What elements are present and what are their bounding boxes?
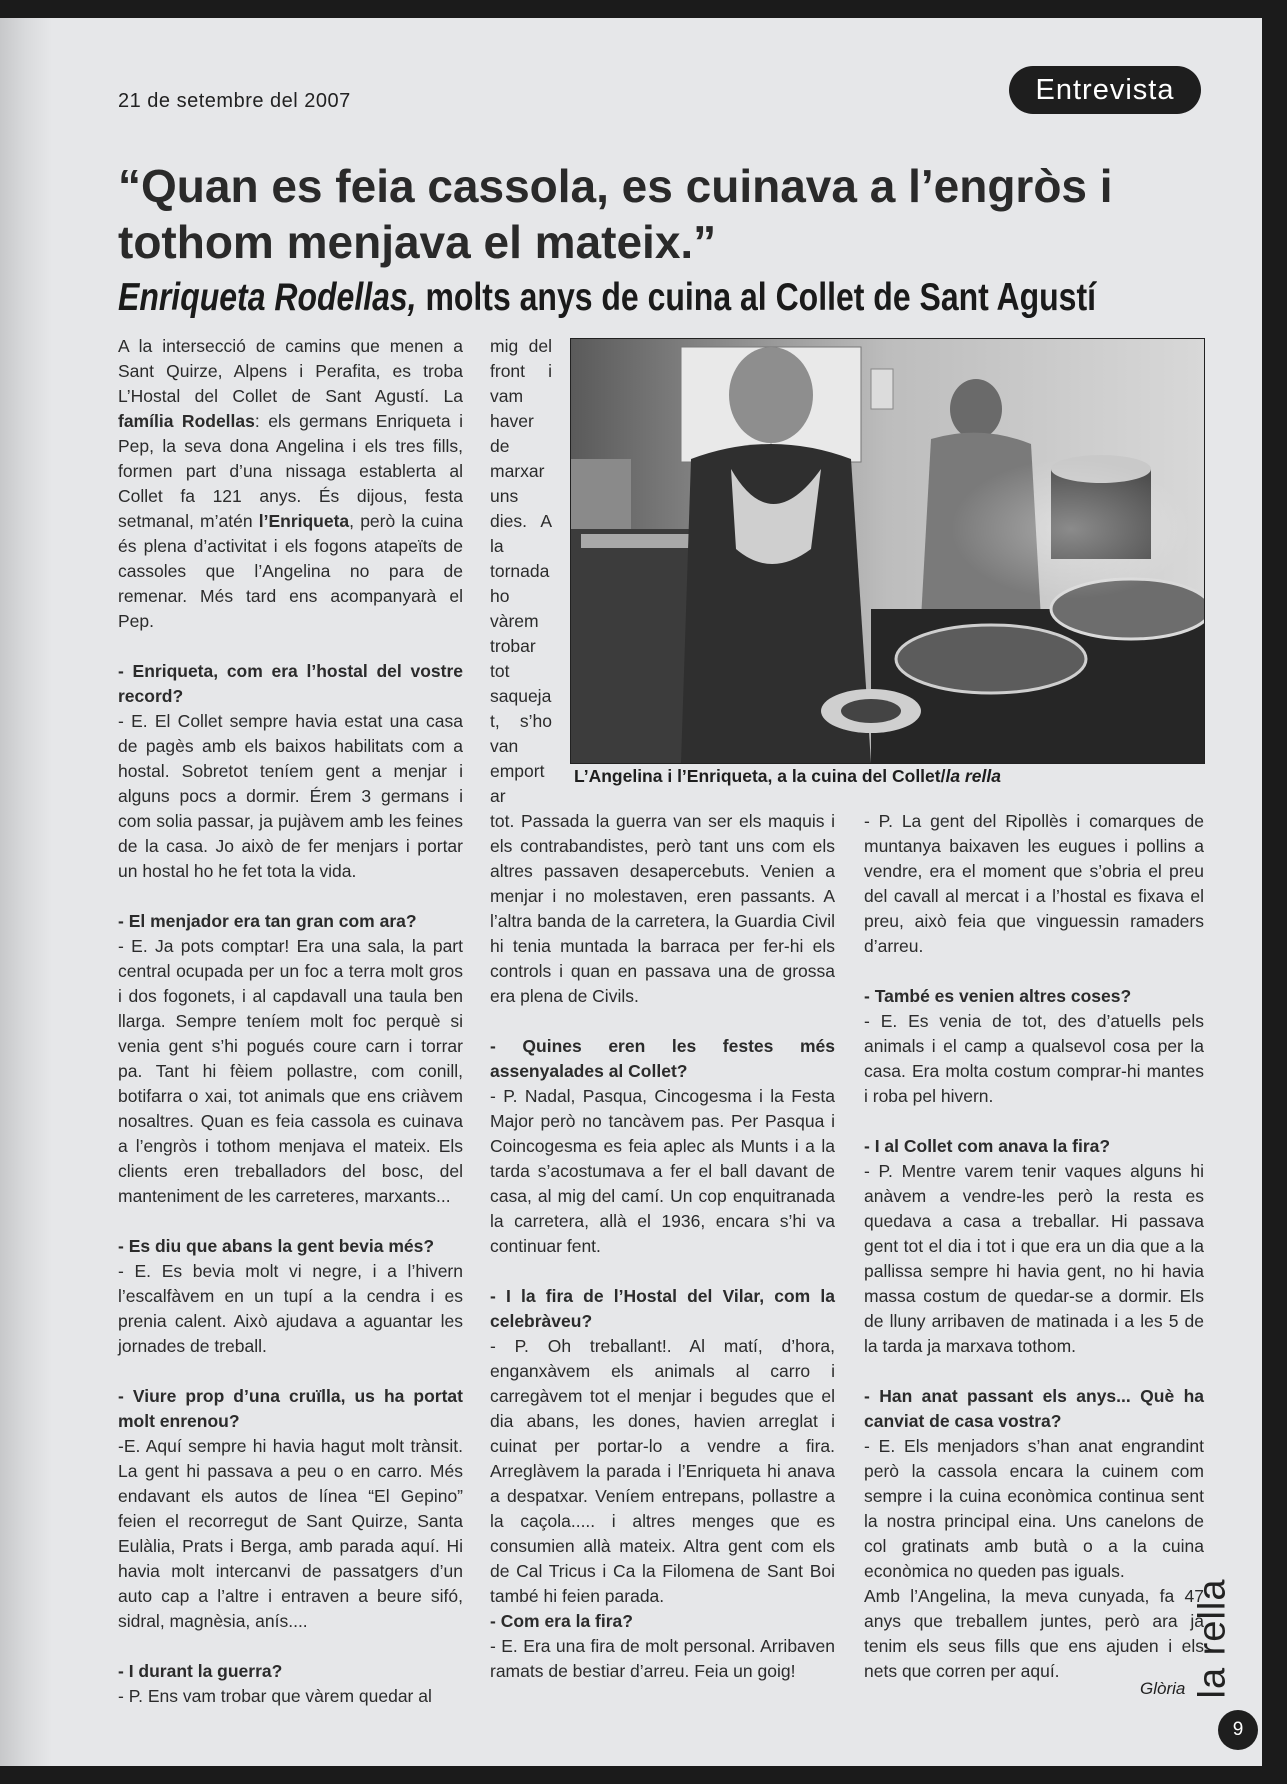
page-gutter [0,18,52,1766]
caption-credit: la rella [945,766,1001,786]
question: - El menjador era tan gran com ara? [118,911,417,931]
answer: - P. Nadal, Pasqua, Cincogesma i la Festa Major però no tancàvem pas. Per Pasqua i Coincogesma es feia aplec als Munts i a la tarda s’acostumava a fer el ball davant de casa, al mig del camí. Un cop enquitranada la carretera, allà el 1936, encara s’hi va continuar fent. [490,1086,835,1256]
answer: - E. Ja pots comptar! Era una sala, la part central ocupada per un foc a terra molt gros i dos fogonets, i al capdavall una taula ben llarga. Sempre teníem molt foc perquè si venia gent s’hi pogués coure carn i torrar pa. Tant hi fèiem pollastre, com conill, botifarra o xai, tot animals que ens criàvem nosaltres. Quan es feia cassola es cuinava a l’engròs i tothom menjava el mateix. Els clients eren treballadors del bosc, del manteniment de les carreteres, marxants... [118,936,463,1206]
question: - Es diu que abans la gent bevia més? [118,1236,435,1256]
article-narrow-column [490,334,552,809]
question: - També es venien altres coses? [864,986,1132,1006]
author-signature: Glòria [1140,1679,1186,1698]
intro-paragraph [118,334,463,634]
question: - Viure prop d’una cruïlla, us ha portat molt enrenou? [118,1386,463,1431]
article-column-3 [864,809,1204,1684]
answer: - E. El Collet sempre havia estat una casa de pagès amb els baixos habilitats com a hostal. Sobretot teníem gent a menjar i alguns pocs a dormir. Érem 3 germans i com solia passar, ja pujàvem amb les feines de la casa. Jo això de fer menjars i portar un hostal ho he fet tota la vida. [118,711,463,881]
question: - Quines eren les festes més assenyalades al Collet? [490,1036,835,1081]
article-column-2 [490,809,835,1684]
article-column-1 [118,334,463,1709]
answer: - P. Oh treballant!. Al matí, d’hora, enganxàvem els animals al carro i carregàvem tot el menjar i begudes que el dia abans, les dones, havien arreglat i cuinat per portar-lo a vendre a fira. Arreglàvem la parada i l’Enriqueta hi anava a despatxar. Veníem entrepans, pollastre a la caçola..... i altres menges que es consumien allà mateix. Altra gent com els de Cal Tricus i Ca la Filomena de Sant Boi també hi feien parada. [490,1336,835,1606]
subhead-rest: molts anys de cuina al Collet de Sant Agustí [416,276,1096,319]
answer: - E. Es bevia molt vi negre, i a l’hivern l’escalfàvem en un tupí a la cendra i es prenia calent. Això ajudava a aguantar les jornades de treball. [118,1261,463,1356]
question: - I durant la guerra? [118,1661,283,1681]
page-number: 9 [1218,1710,1258,1750]
question: - Com era la fira? [490,1611,633,1631]
photo-caption [574,766,1204,787]
closing-paragraph: Amb l’Angelina, la meva cunyada, fa 47 anys que treballem juntes, però ara ja tenim els seus fills que ens ajuden i els nets que corren per aquí. [864,1586,1204,1681]
caption-text: L’Angelina i l’Enriqueta, a la cuina del Collet/ [574,766,946,786]
kitchen-photo-image [571,339,1204,763]
magazine-brand [1178,1578,1248,1698]
intro-text-3: , però la cuina és plena d’activitat i els fogons atapeïts de cassoles que l’Angelina no para de remenar. Més tard ens acompanyarà el Pep. [118,511,464,631]
subheadline [118,276,1096,320]
answer: - P. Ens vam trobar que vàrem quedar al [118,1686,432,1706]
magazine-brand-text: la rella [1191,1578,1234,1698]
answer-continued: mig del front i vam haver de marxar uns dies. A la tornada ho vàrem trobar tot saquejat, s’ho van emportar [490,336,552,806]
question: - I al Collet com anava la fira? [864,1136,1111,1156]
answer: - E. Era una fira de molt personal. Arribaven ramats de bestiar d’arreu. Feia un goig! [490,1636,835,1681]
headline-line-1: “Quan es feia cassola, es cuinava a l’engròs i [118,160,1113,212]
headline-line-2: tothom menjava el mateix.” [118,216,717,268]
section-badge: Entrevista [1009,66,1201,114]
kitchen-photo [570,338,1205,764]
answer-continued: tot. Passada la guerra van ser els maquis i els contrabandistes, però tant uns com els altres passaven desapercebuts. Venien a menjar i no molestaven, eren passants. A l’altra banda de la carretera, la Guardia Civil hi tenia muntada la barraca per fer-hi els controls i quan en passava una de grossa era plena de Civils. [490,811,835,1006]
headline [118,158,1198,270]
issue-date: 21 de setembre del 2007 [118,90,351,112]
answer: - P. Mentre varem tenir vaques alguns hi anàvem a vendre-les però la resta es quedava a casa a treballar. Hi passava gent tot el dia i tot i que era un dia que a la pallissa sempre hi havia gent, no hi havia massa costum de quedar-se a dormir. Els de lluny arribaven de matinada i a les 5 de la tarda ja marxava tothom. [864,1161,1204,1356]
answer: - E. Es venia de tot, des d’atuells pels animals i el camp a qualsevol cosa per la casa. Era molta costum comprar-hi mantes i roba pel hivern. [864,1011,1204,1106]
answer-continued: - P. La gent del Ripollès i comarques de muntanya baixaven les eugues i pollins a vendre, era el moment que s’obria el preu del cavall al mercat i a l’hostal es fixava el preu, això feia que vinguessin ramaders d’arreu. [864,811,1204,956]
intro-text-1: A la intersecció de camins que menen a Sant Quirze, Alpens i Perafita, es troba L’Hostal del Collet de Sant Agustí. La [118,336,463,406]
intro-bold-2: l’Enriqueta [258,511,350,531]
intro-bold-1: família Rodellas [118,411,255,431]
answer: - E. Els menjadors s’han anat engrandint però la cassola encara la cuinem com sempre i la cuina econòmica continua sent la nostra principal eina. Uns canelons de col gratinats amb butà o a la cuina econòmica no queden pas iguals. [864,1436,1204,1581]
question: - Enriqueta, com era l’hostal del vostre record? [118,661,463,706]
question: - I la fira de l’Hostal del Vilar, com la celebràveu? [490,1286,835,1331]
magazine-page [0,18,1262,1766]
answer: -E. Aquí sempre hi havia hagut molt trànsit. La gent hi passava a peu o en carro. Més endavant els autos de línea “El Gepino” feien el recorregut de Sant Quirze, Santa Eulàlia, Prats i Berga, amb parada aquí. Hi havia molt intercanvi de passatgers d’un auto cap a l’altre i entraven a beure sifó, sidral, magnèsia, anís.... [118,1436,463,1631]
subhead-name: Enriqueta Rodellas, [118,276,417,319]
intro-text-2: : els germans Enriqueta i Pep, la seva dona Angelina i els tres fills, formen part d’una nissaga establerta al Collet fa 121 anys. És dijous, festa setmanal, m’atén [118,411,463,531]
question: - Han anat passant els anys... Què ha canviat de casa vostra? [864,1386,1204,1431]
